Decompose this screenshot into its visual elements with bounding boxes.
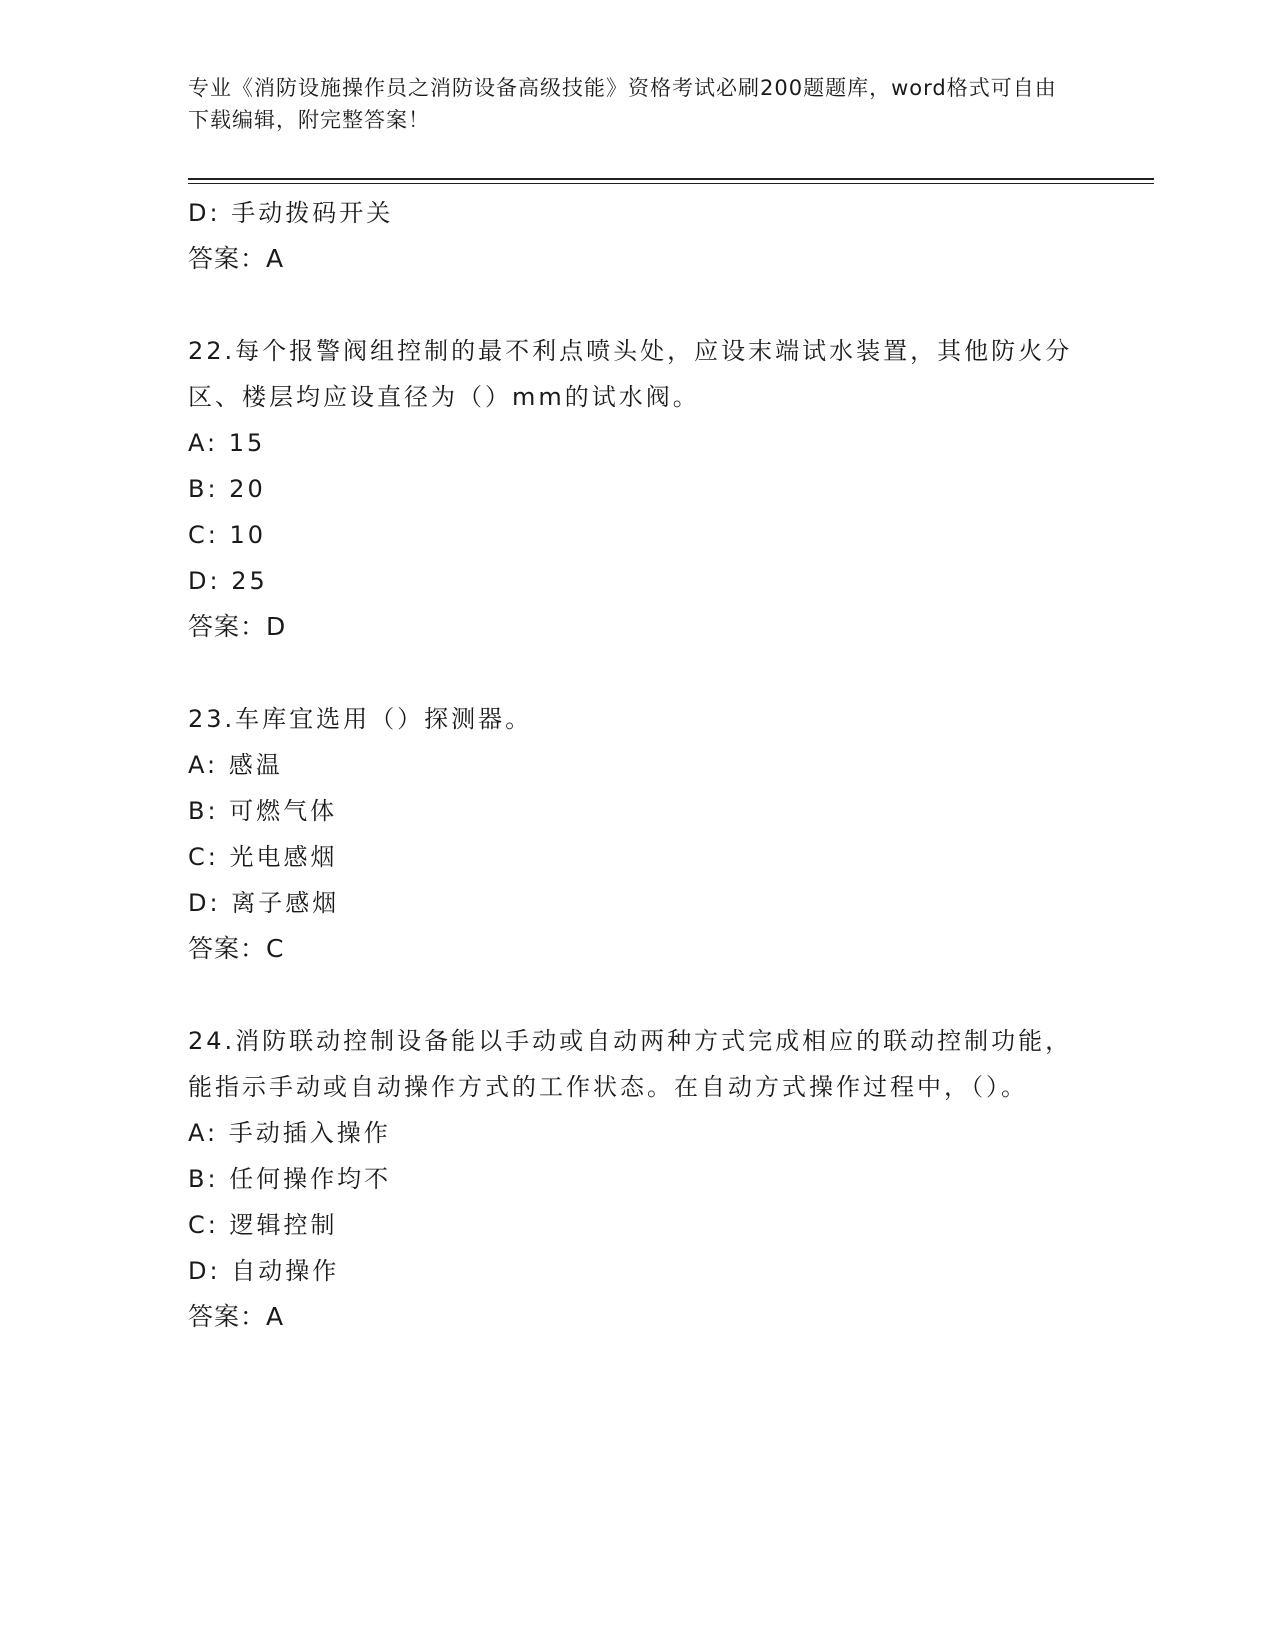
- option-b: B: 20: [188, 475, 266, 503]
- answer: 答案：C: [188, 934, 285, 963]
- option-d: D: 25: [188, 567, 268, 595]
- prev-option-d: D: 手动拨码开关: [188, 199, 394, 227]
- option-d: D: 自动操作: [188, 1257, 340, 1285]
- answer: 答案：D: [188, 612, 287, 641]
- question-stem: 23.车库宜选用（）探测器。: [188, 705, 533, 733]
- spacer: [188, 972, 1088, 1018]
- option-b: B: 任何操作均不: [188, 1165, 392, 1193]
- prev-answer: 答案：A: [188, 244, 285, 273]
- header-divider-thin: [188, 183, 1154, 184]
- option-c: C: 光电感烟: [188, 843, 338, 871]
- option-b: B: 可燃气体: [188, 797, 338, 825]
- question-stem: 24.消防联动控制设备能以手动或自动两种方式完成相应的联动控制功能，能指示手动或自动操作方式的工作状态。在自动方式操作过程中，（）。: [188, 1027, 1073, 1101]
- question-24: [188, 1018, 1088, 1340]
- option-a: A: 感温: [188, 751, 283, 779]
- option-a: A: 手动插入操作: [188, 1119, 391, 1147]
- question-list: [188, 190, 1088, 1340]
- question-22: [188, 328, 1088, 650]
- document-header: 专业《消防设施操作员之消防设备高级技能》资格考试必刷200题题库，word格式可自由下载编辑，附完整答案！: [188, 76, 1057, 132]
- spacer: [188, 282, 1088, 328]
- answer: 答案：A: [188, 1302, 285, 1331]
- question-23: [188, 696, 1088, 972]
- option-a: A: 15: [188, 429, 266, 457]
- spacer: [188, 650, 1088, 696]
- option-d: D: 离子感烟: [188, 889, 340, 917]
- header-divider-thick: [188, 178, 1154, 180]
- question-stem: 22.每个报警阀组控制的最不利点喷头处，应设末端试水装置，其他防火分区、楼层均应设直径为（）mm的试水阀。: [188, 337, 1073, 411]
- option-c: C: 逻辑控制: [188, 1211, 338, 1239]
- option-c: C: 10: [188, 521, 267, 549]
